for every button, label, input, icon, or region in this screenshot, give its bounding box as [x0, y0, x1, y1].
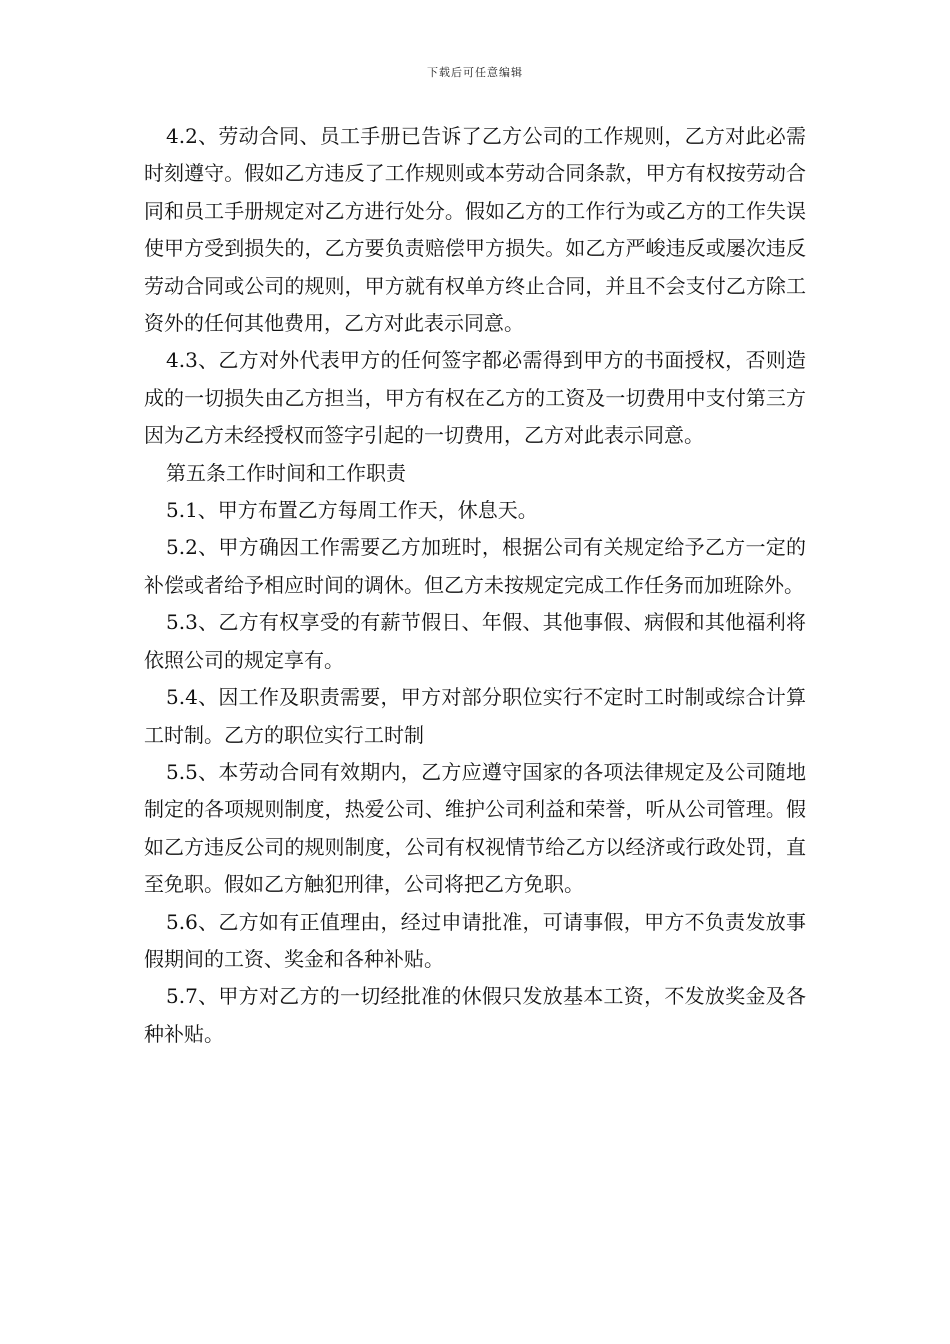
- paragraph-clause-4-3: 4.3、乙方对外代表甲方的任何签字都必需得到甲方的书面授权，否则造成的一切损失由乙方担当，甲方有权在乙方的工资及一切费用中支付第三方因为乙方未经授权而签字引起的一切费用，乙方对此表示同意。: [144, 348, 806, 448]
- paragraph-clause-5-4: 5.4、因工作及职责需要，甲方对部分职位实行不定时工时制或综合计算工时制。乙方的职位实行工时制: [144, 685, 806, 747]
- paragraph-clause-5-1: 5.1、甲方布置乙方每周工作天，休息天。: [166, 498, 538, 523]
- paragraph-clause-5-3: 5.3、乙方有权享受的有薪节假日、年假、其他事假、病假和其他福利将依照公司的规定享有。: [144, 610, 806, 672]
- document-body: [144, 118, 806, 1053]
- paragraph-clause-5-6: 5.6、乙方如有正值理由，经过申请批准，可请事假，甲方不负责发放事假期间的工资、奖金和各种补贴。: [144, 909, 806, 971]
- section-heading-article-5: 第五条工作时间和工作职责: [166, 460, 406, 485]
- paragraph-clause-5-5: 5.5、本劳动合同有效期内，乙方应遵守国家的各项法律规定及公司随地制定的各项规则制度，热爱公司、维护公司利益和荣誉，听从公司管理。假如乙方违反公司的规则制度，公司有权视情节给乙方以经济或行政处罚，直至免职。假如乙方触犯刑律，公司将把乙方免职。: [144, 759, 806, 897]
- paragraph-clause-4-2: 4.2、劳动合同、员工手册已告诉了乙方公司的工作规则，乙方对此必需时刻遵守。假如乙方违反了工作规则或本劳动合同条款，甲方有权按劳动合同和员工手册规定对乙方进行处分。假如乙方的工作行为或乙方的工作失误使甲方受到损失的，乙方要负责赔偿甲方损失。如乙方严峻违反或屡次违反劳动合同或公司的规则，甲方就有权单方终止合同，并且不会支付乙方除工资外的任何其他费用，乙方对此表示同意。: [144, 124, 806, 336]
- paragraph-clause-5-2: 5.2、甲方确因工作需要乙方加班时，根据公司有关规定给予乙方一定的补偿或者给予相应时间的调休。但乙方未按规定完成工作任务而加班除外。: [144, 535, 806, 597]
- page-header: 下载后可任意编辑: [427, 66, 523, 79]
- paragraph-clause-5-7: 5.7、甲方对乙方的一切经批准的休假只发放基本工资，不发放奖金及各种补贴。: [144, 984, 806, 1046]
